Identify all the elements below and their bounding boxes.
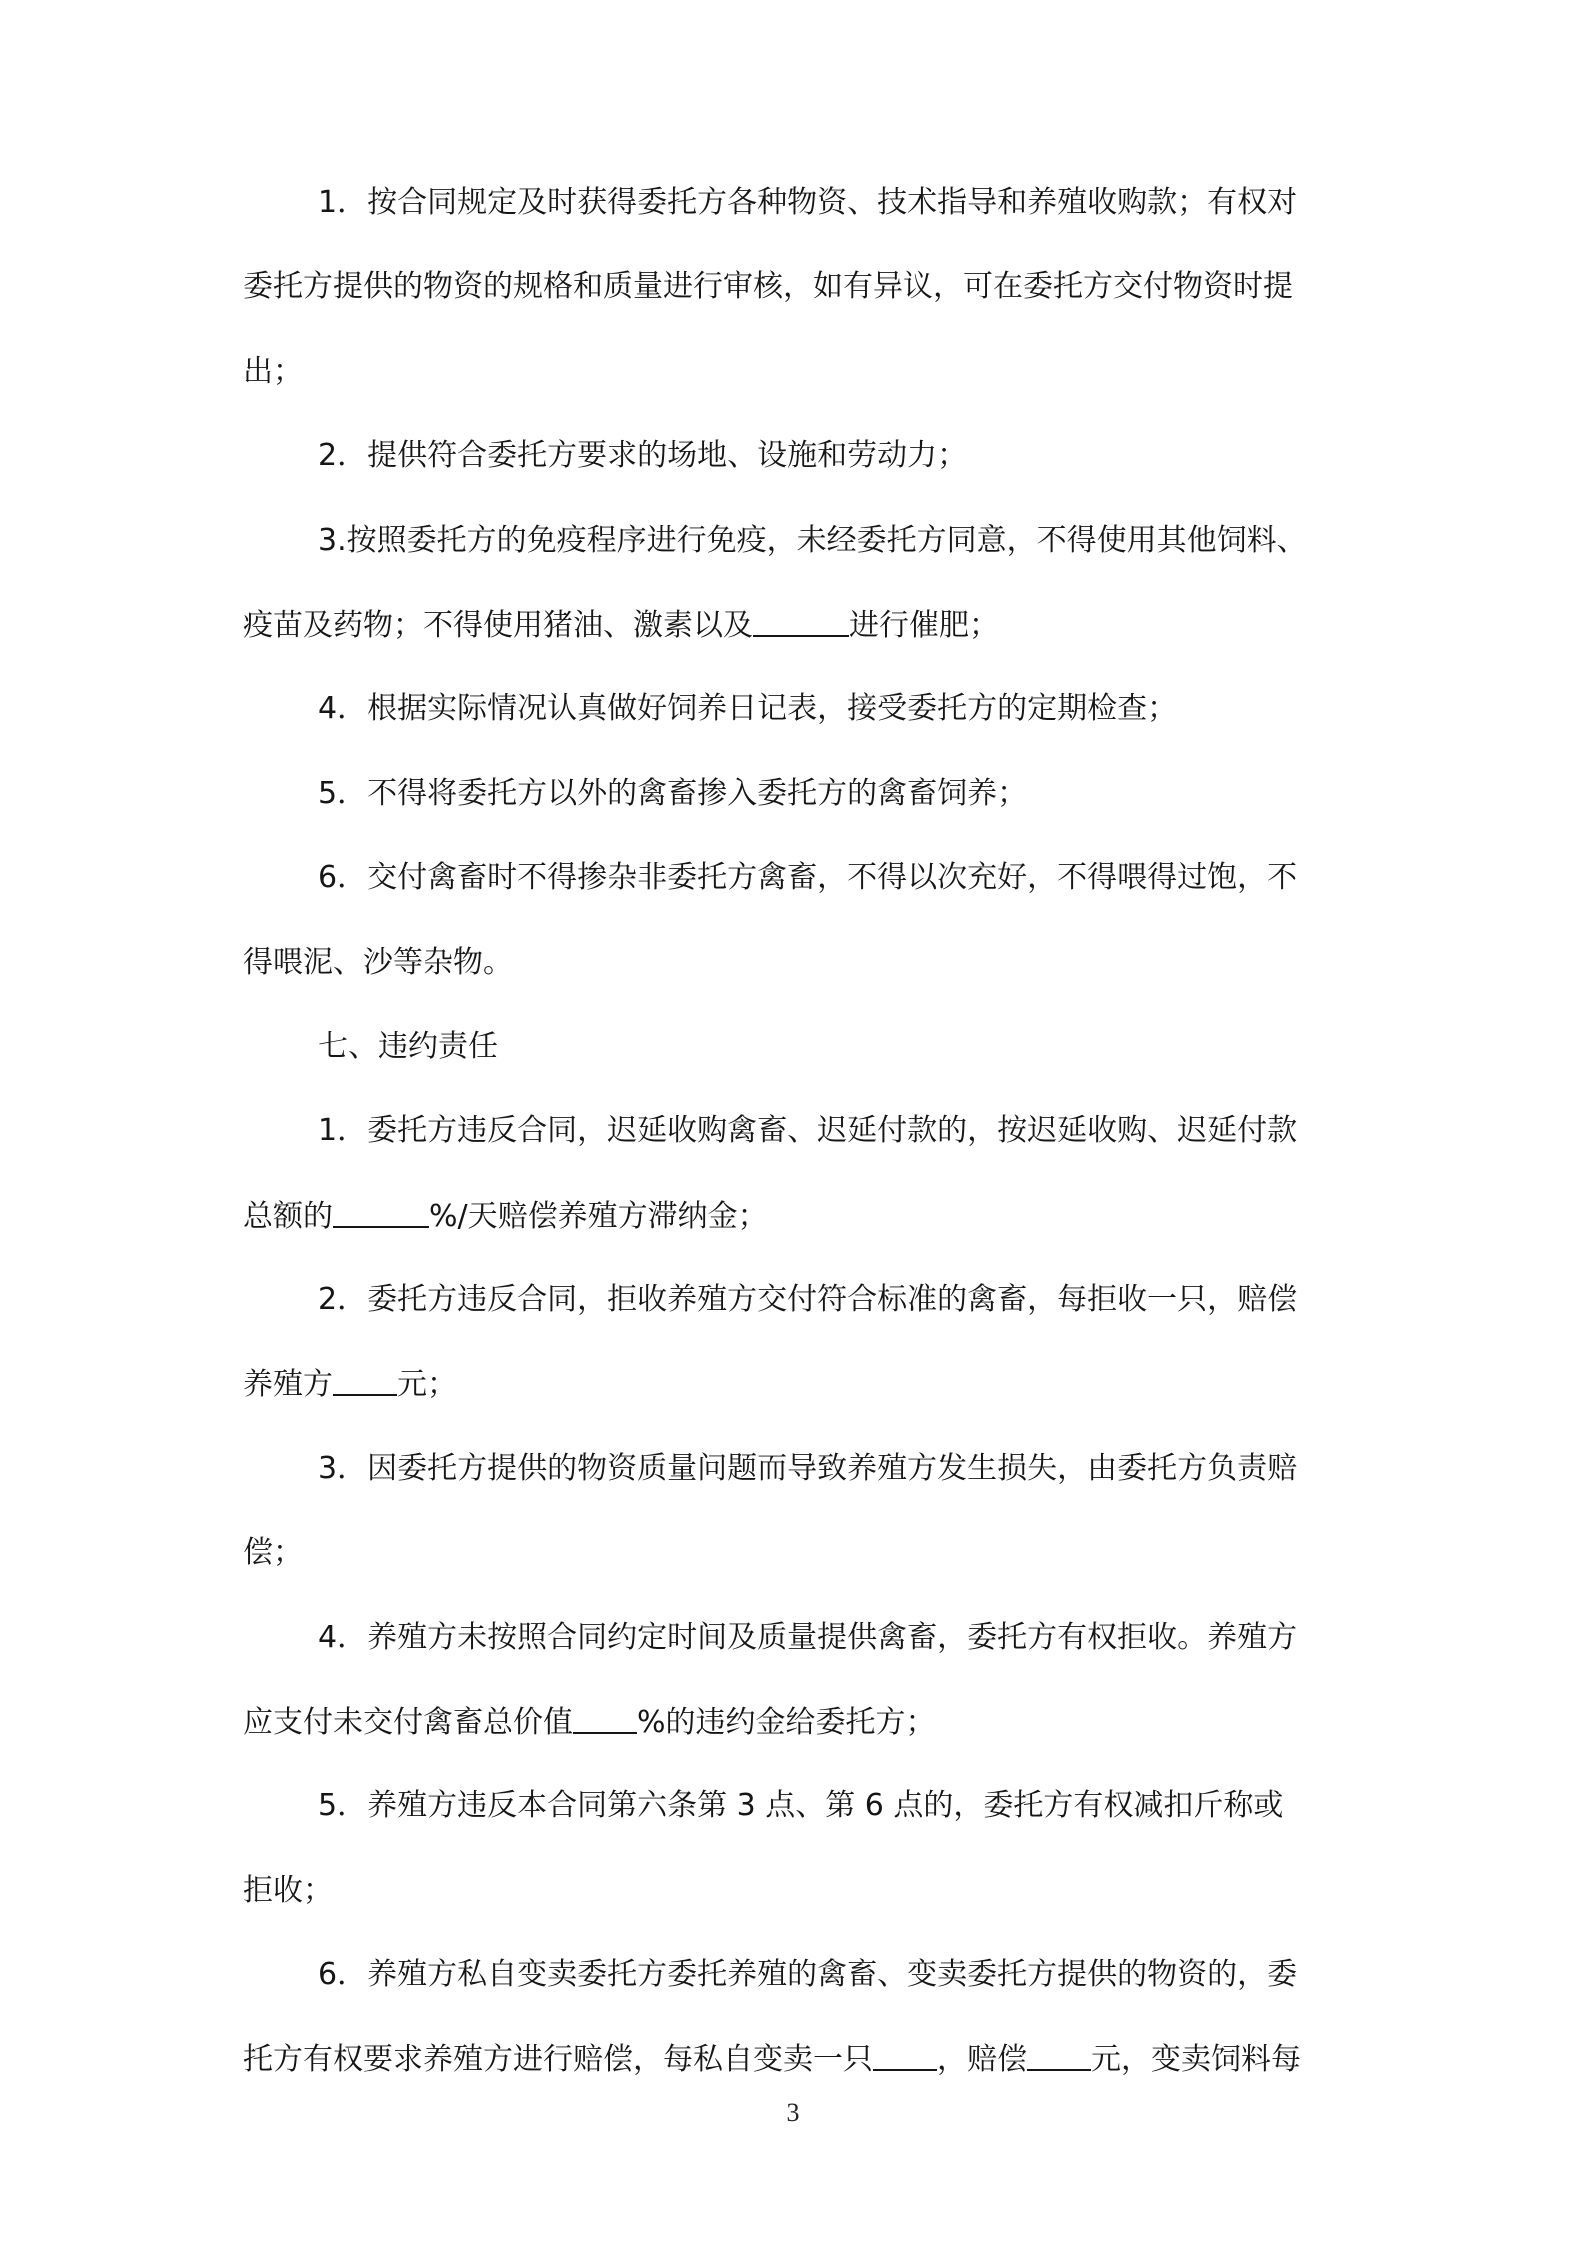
fill-in-blank[interactable]	[753, 605, 849, 637]
paragraph-line	[243, 605, 999, 646]
line-text: 疫苗及药物；不得使用猪油、激素以及	[243, 608, 753, 643]
paragraph-line: 5．养殖方违反本合同第六条第 3 点、第 6 点的，委托方有权减扣斤称或	[318, 1788, 1284, 1823]
page-number: 3	[786, 2098, 800, 2127]
paragraph-line	[243, 1364, 457, 1405]
paragraph-line: 2．提供符合委托方要求的场地、设施和劳动力；	[318, 438, 968, 473]
line-text: %/天赔偿养殖方滞纳金；	[429, 1199, 768, 1234]
line-text: %的违约金给委托方；	[637, 1705, 936, 1740]
line-text: 总额的	[243, 1199, 333, 1234]
fill-in-blank[interactable]	[873, 2039, 937, 2071]
paragraph-line: 偿；	[243, 1535, 303, 1570]
paragraph-line	[243, 2039, 1301, 2080]
section-heading: 七、违约责任	[318, 1029, 498, 1064]
paragraph-line: 4．养殖方未按照合同约定时间及质量提供禽畜，委托方有权拒收。养殖方	[318, 1620, 1298, 1655]
paragraph-line: 3.按照委托方的免疫程序进行免疫，未经委托方同意，不得使用其他饲料、	[318, 523, 1307, 558]
line-text: 元；	[397, 1367, 457, 1402]
line-text: 进行催肥；	[849, 608, 999, 643]
line-text: 元，变卖饲料每	[1091, 2042, 1301, 2077]
paragraph-line: 5．不得将委托方以外的禽畜掺入委托方的禽畜饲养；	[318, 776, 1028, 811]
paragraph-line: 3．因委托方提供的物资质量问题而导致养殖方发生损失，由委托方负责赔	[318, 1451, 1298, 1486]
paragraph-line: 6．养殖方私自变卖委托方委托养殖的禽畜、变卖委托方提供的物资的，委	[318, 1957, 1298, 1992]
paragraph-line: 拒收；	[243, 1873, 333, 1908]
line-text: 托方有权要求养殖方进行赔偿，每私自变卖一只	[243, 2042, 873, 2077]
line-text: 应支付未交付禽畜总价值	[243, 1705, 573, 1740]
line-text: 养殖方	[243, 1367, 333, 1402]
paragraph-line: 1．委托方违反合同，迟延收购禽畜、迟延付款的，按迟延收购、迟延付款	[318, 1113, 1298, 1148]
paragraph-line	[243, 1702, 936, 1743]
paragraph-line: 2．委托方违反合同，拒收养殖方交付符合标准的禽畜，每拒收一只，赔偿	[318, 1282, 1298, 1317]
fill-in-blank[interactable]	[573, 1702, 637, 1734]
paragraph-line: 得喂泥、沙等杂物。	[243, 945, 513, 980]
fill-in-blank[interactable]	[1027, 2039, 1091, 2071]
fill-in-blank[interactable]	[333, 1196, 429, 1228]
paragraph-line: 1．按合同规定及时获得委托方各种物资、技术指导和养殖收购款；有权对	[318, 185, 1298, 220]
paragraph-line: 出；	[243, 354, 303, 389]
line-text: ，赔偿	[937, 2042, 1027, 2077]
paragraph-line: 委托方提供的物资的规格和质量进行审核，如有异议，可在委托方交付物资时提	[243, 269, 1293, 304]
paragraph-line: 6．交付禽畜时不得掺杂非委托方禽畜，不得以次充好，不得喂得过饱，不	[318, 860, 1298, 895]
paragraph-line	[243, 1196, 768, 1237]
paragraph-line: 4．根据实际情况认真做好饲养日记表，接受委托方的定期检查；	[318, 691, 1178, 726]
fill-in-blank[interactable]	[333, 1364, 397, 1396]
